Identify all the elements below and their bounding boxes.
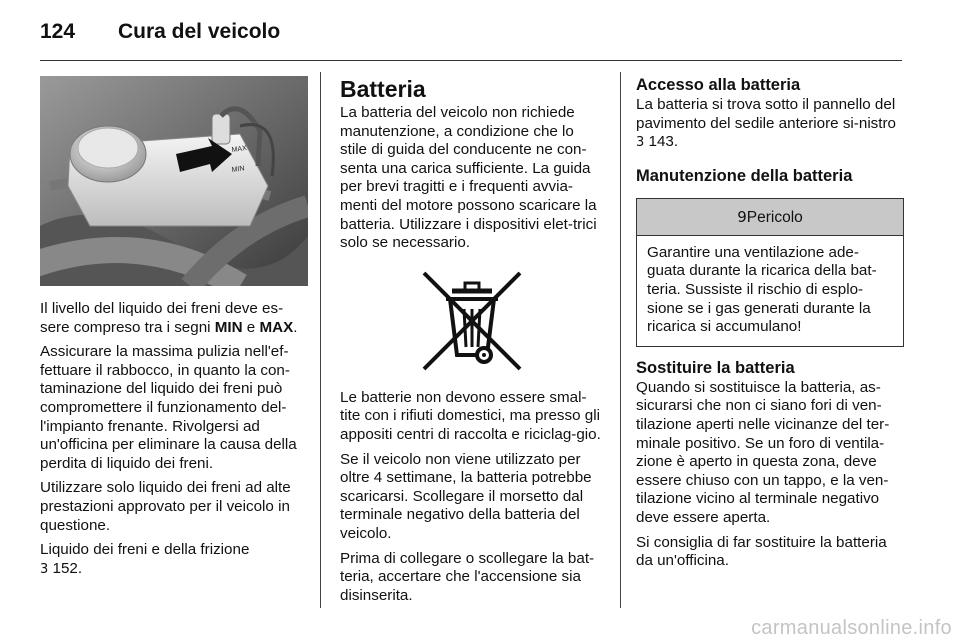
brake-fluid-reference: Liquido dei freni e della frizione 3 152. xyxy=(40,541,250,577)
column-middle xyxy=(340,76,604,611)
reference-arrow-icon: 3 xyxy=(40,561,49,577)
reference-link[interactable]: 143. xyxy=(648,133,679,151)
cleanliness-paragraph: Assicurare la massima pulizia nell'ef-fettuare il rabbocco, in quanto la con-taminazione del liquido dei freni può compromettere il funzionamento del-l'impianto frenante. Rivolgersi ad un'officina per eliminare la causa della perdita di liquido dei freni. xyxy=(40,343,297,472)
danger-box-text: Garantire una ventilazione ade-guata durante la ricarica della bat-teria. Sussiste il rischio di esplo-sione se i gas generati durante la ricarica si accumulano! xyxy=(647,243,877,336)
max-label: MAX xyxy=(259,318,294,336)
workshop-advice-paragraph: Si consiglia di far sostituire la batteria da un'officina. xyxy=(636,533,887,570)
battery-disposal-paragraph: Le batterie non devono essere smal-tite con i rifiuti domestici, ma presso gli appositi centri di raccolta e riciclag-gio. xyxy=(340,388,601,443)
column-left xyxy=(40,76,308,585)
reference-link[interactable]: 152. xyxy=(52,559,83,577)
page-number: 124 xyxy=(40,20,76,43)
battery-maintenance-paragraph: La batteria del veicolo non richiede manutenzione, a condizione che lo stile di guida del conducente ne con-senta una carica sufficiente. La guida per brevi tragitti e i frequenti avvia-menti del motore possono scaricare la batteria. Utilizzare i dispositivi elet-trici solo se necessario. xyxy=(340,104,597,252)
warning-triangle-icon: 9 xyxy=(737,207,747,226)
header-rule xyxy=(40,60,902,61)
battery-replacement-paragraph: Quando si sostituisce la batteria, as-sicurarsi che non ci siano fori di ven-tilazione aperti nelle vicinanze del ter-minale positivo. Se un foro di ventila-zione è aperto in questa zona, deve essere chiuso con un tappo, e la ven-tilazione vicino al terminale negativo deve essere aperta. xyxy=(636,378,890,526)
page-title: Cura del veicolo xyxy=(118,20,281,43)
danger-box-title: Pericolo xyxy=(746,208,803,226)
ignition-warning-paragraph: Prima di collegare o scollegare la bat-teria, accertare che l'accensione sia disinserita. xyxy=(340,549,595,604)
column-right xyxy=(636,76,904,577)
section-heading-battery-access: Accesso alla batteria xyxy=(636,76,801,94)
min-label: MIN xyxy=(214,318,243,336)
danger-box-header xyxy=(637,199,903,236)
brake-fluid-reservoir-photo xyxy=(40,76,308,286)
section-heading-replace-battery: Sostituire la batteria xyxy=(636,358,795,377)
crossed-out-bin-icon xyxy=(402,269,542,373)
battery-storage-paragraph: Se il veicolo non viene utilizzato per oltre 4 settimane, la batteria potrebbe scaricarsi. Scollegare il morsetto dal terminale negativo della batteria del veicolo. xyxy=(340,450,592,542)
danger-box xyxy=(636,198,904,347)
fluid-approval-paragraph: Utilizzare solo liquido dei freni ad alte prestazioni approvato per il veicolo in questione. xyxy=(40,479,291,534)
section-heading-battery: Batteria xyxy=(340,76,426,102)
brake-fluid-level-paragraph: Il livello del liquido dei freni deve es-sere compreso tra i segni MIN e MAX. xyxy=(40,300,298,336)
column-divider-right xyxy=(620,72,621,608)
column-divider-left xyxy=(320,72,321,608)
min-mark-label: MIN xyxy=(231,165,245,174)
max-mark-label: MAX xyxy=(231,144,248,154)
reference-arrow-icon: 3 xyxy=(636,135,645,151)
section-heading-battery-maintenance: Manutenzione della batteria xyxy=(636,166,853,185)
battery-location-paragraph: La batteria si trova sotto il pannello del pavimento del sedile anteriore si-nistro 3 143. xyxy=(636,96,897,151)
watermark: carmanualsonline.info xyxy=(751,617,952,639)
